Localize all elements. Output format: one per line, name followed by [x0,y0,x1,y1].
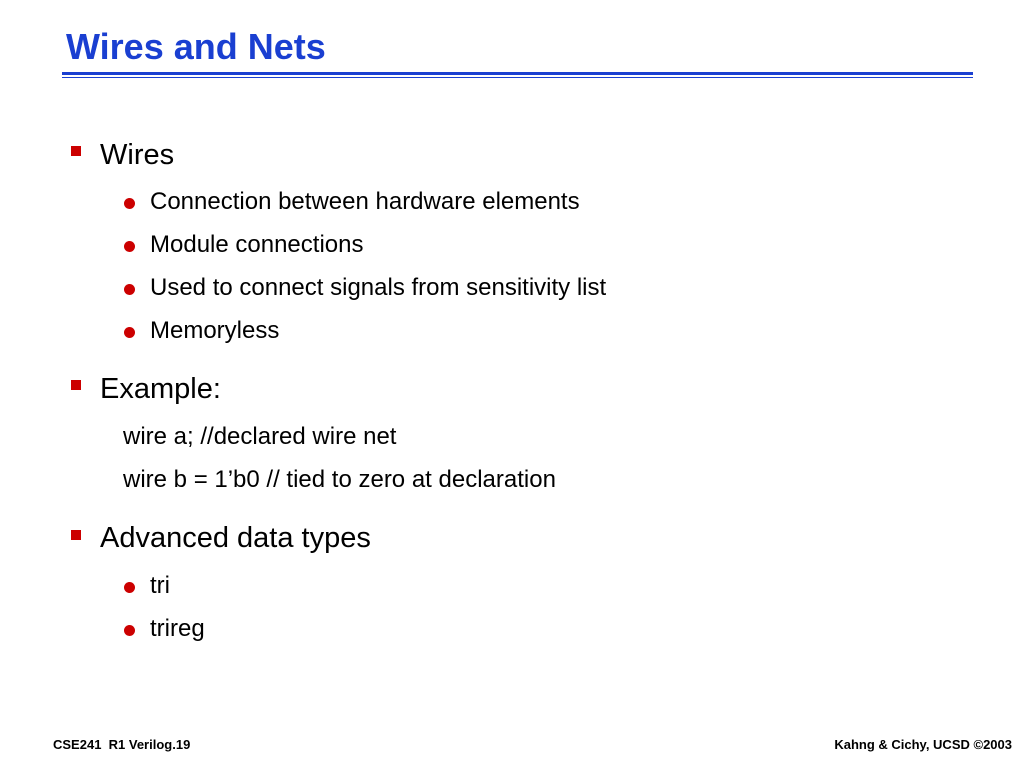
section-heading-advanced: Advanced data types [100,522,371,554]
list-item: Memoryless [150,317,280,344]
title-underline [62,72,973,78]
round-bullet-icon [124,582,135,593]
code-line: wire b = 1’b0 // tied to zero at declaration [123,466,556,493]
section-heading-wires: Wires [100,139,175,171]
list-item: Connection between hardware elements [150,188,580,215]
code-line: wire a; //declared wire net [123,423,397,450]
slide-title: Wires and Nets [66,26,326,67]
round-bullet-icon [124,327,135,338]
square-bullet-icon [71,380,81,390]
square-bullet-icon [71,530,81,540]
square-bullet-icon [71,146,81,156]
footer-copyright: Kahng & Cichy, UCSD ©2003 [834,737,1012,752]
section-heading-example: Example: [100,373,221,405]
list-item: Used to connect signals from sensitivity list [150,274,607,301]
list-item: trireg [150,615,205,642]
list-item: Module connections [150,231,364,258]
round-bullet-icon [124,198,135,209]
round-bullet-icon [124,241,135,252]
round-bullet-icon [124,625,135,636]
round-bullet-icon [124,284,135,295]
footer-course-label: CSE241 R1 Verilog.19 [53,737,191,752]
list-item: tri [150,572,170,599]
